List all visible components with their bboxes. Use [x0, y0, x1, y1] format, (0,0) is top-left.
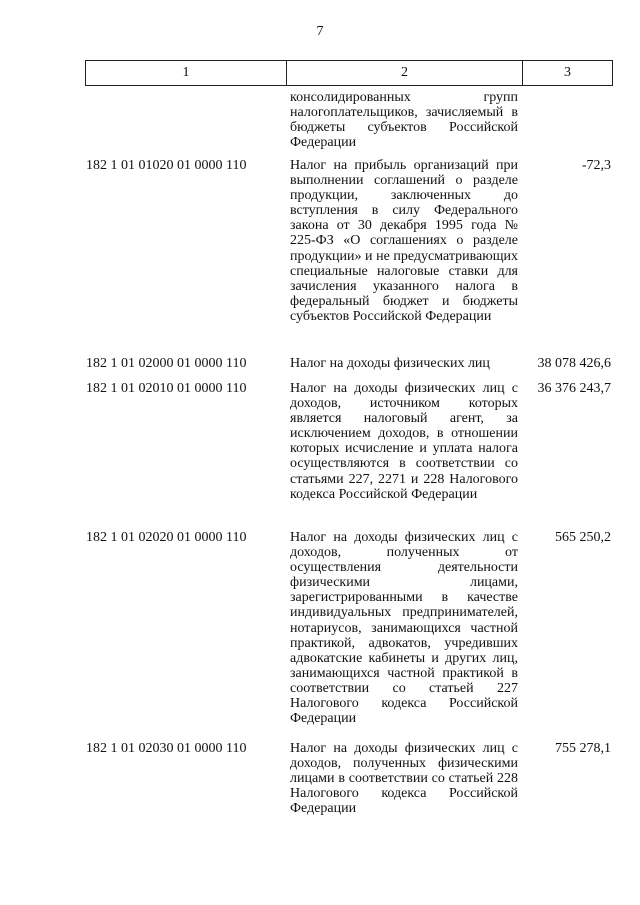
row-description: Налог на доходы физических лиц с доходов, полученных физическими лицами в соответствии со статьей 228 Налогового кодекса Российской Федерации: [290, 741, 518, 817]
row-value: 38 078 426,6: [537, 356, 611, 371]
row-description: Налог на доходы физических лиц с доходов, источником которых является налоговый агент, за исключением доходов, в отношении которых исчисление и уплата налога осуществляются в соответствии со статьями 227, 2271 и 228 Налогового кодекса Российской Федерации: [290, 381, 518, 502]
row-description: Налог на доходы физических лиц с доходов, полученных от осуществления деятельности физическими лицами, зарегистрированными в качестве индивидуальных предпринимателей, нотариусов, занимающихся частной практикой, адвокатов, учредивших адвокатские кабинеты и других лиц, занимающихся частной практикой в соответствии со статьей 227 Налогового кодекса Российской Федерации: [290, 530, 518, 727]
header-col-1: 1: [86, 61, 287, 85]
row-value: 565 250,2: [555, 530, 611, 545]
row-code: 182 1 01 02010 01 0000 110: [86, 381, 247, 396]
row-code: 182 1 01 02000 01 0000 110: [86, 356, 247, 371]
page-number: 7: [316, 24, 324, 39]
row-code: 182 1 01 02030 01 0000 110: [86, 741, 247, 756]
row-value: 755 278,1: [555, 741, 611, 756]
header-col-3: 3: [564, 65, 571, 80]
row-value: -72,3: [581, 158, 611, 173]
row-code: 182 1 01 02020 01 0000 110: [86, 530, 247, 545]
row-description: консолидированных групп налогоплательщиков, зачисляемый в бюджеты субъектов Российской Федерации: [290, 90, 518, 151]
header-col-2: 2: [287, 61, 523, 85]
table-header: [85, 60, 613, 86]
row-description: Налог на прибыль организаций при выполнении соглашений о разделе продукции, заключенных до вступления в силу Федерального закона от 30 декабря 1995 года № 225-ФЗ «О соглашениях о разделе продукции» и не предусматривающих специальные налоговые ставки для зачисления указанного налога в федеральный бюджет и бюджеты субъектов Российской Федерации: [290, 158, 518, 324]
row-code: 182 1 01 01020 01 0000 110: [86, 158, 247, 173]
row-value: 36 376 243,7: [537, 381, 611, 396]
row-description: Налог на доходы физических лиц: [290, 356, 490, 371]
